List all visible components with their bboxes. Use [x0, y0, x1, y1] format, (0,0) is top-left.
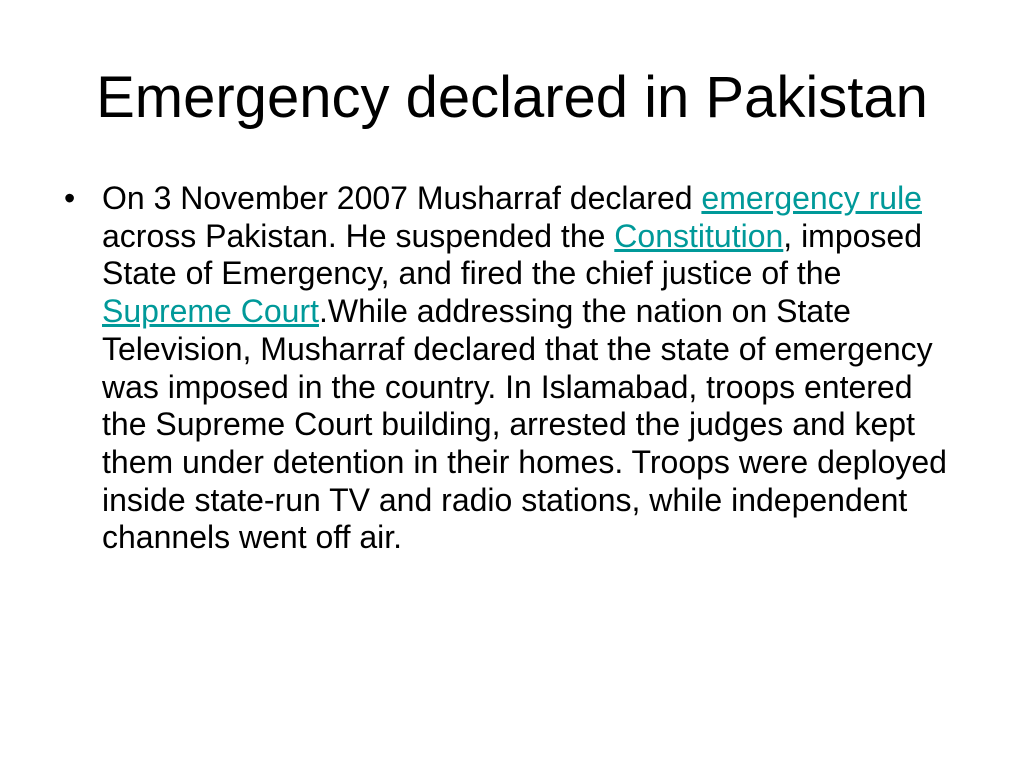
link-supreme-court[interactable]: Supreme Court [102, 293, 319, 330]
slide-title: Emergency declared in Pakistan [96, 65, 928, 130]
bullet-list [60, 180, 960, 557]
bullet-marker: • [64, 180, 76, 216]
body-text-1: On 3 November 2007 Musharraf declared [102, 180, 702, 216]
body-text-4: .While addressing the nation on State Television, Musharraf declared that the state of emergency was imposed in the country. In Islamabad, troops entered the Supreme Court building, arrested the judges and kept them under detention in their homes. Troops were deployed inside state-run TV and radio stations, while independent channels went off air. [102, 293, 947, 556]
body-text-2: across Pakistan. He suspended the [102, 217, 615, 254]
bullet-item [60, 180, 960, 557]
link-emergency-rule[interactable]: emergency rule [701, 180, 922, 216]
body-text-3: , imposed State of Emergency, and fired the chief justice of the [102, 217, 923, 292]
link-constitution[interactable]: Constitution [614, 217, 784, 254]
